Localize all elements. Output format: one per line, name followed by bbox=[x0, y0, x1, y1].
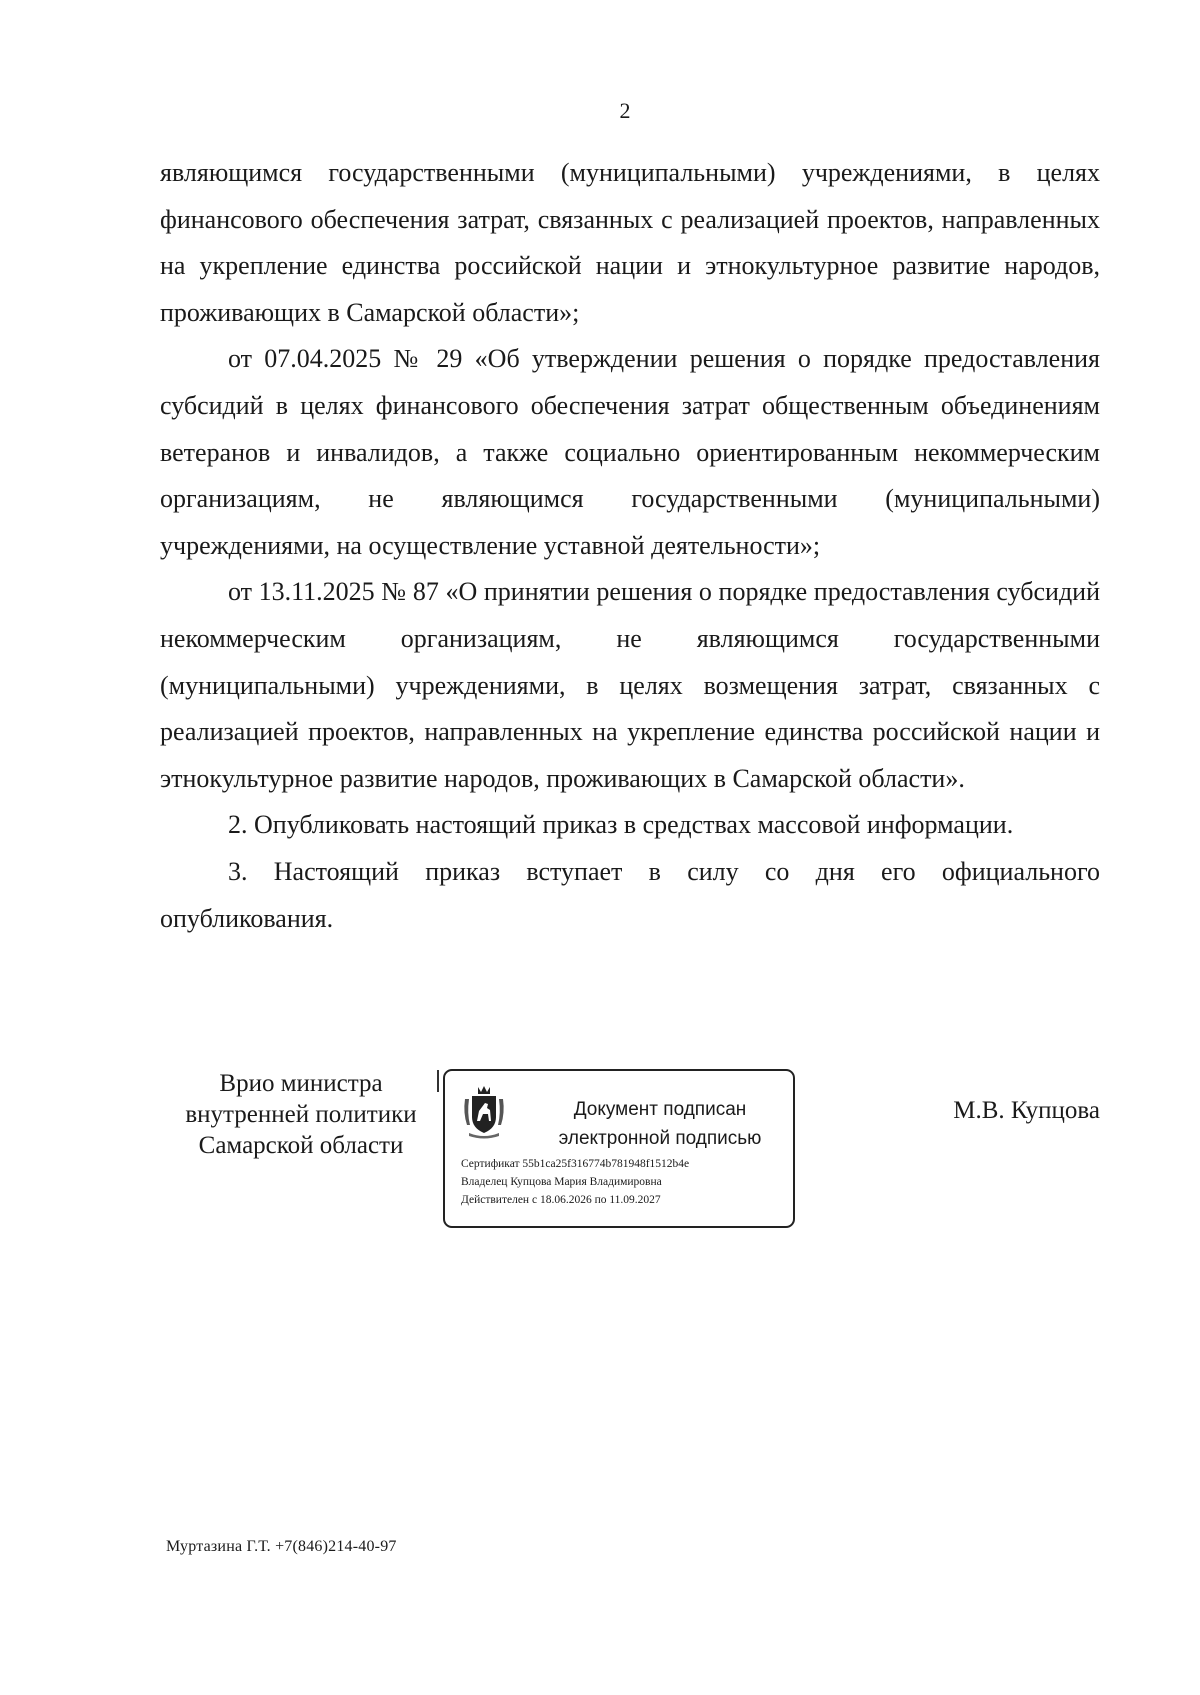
samara-coat-of-arms-icon bbox=[461, 1083, 507, 1139]
executor-contact: Муртазина Г.Т. +7(846)214-40-97 bbox=[166, 1538, 397, 1555]
stamp-header-line: электронной подписью bbox=[558, 1128, 762, 1149]
paragraph-order-87: от 13.11.2025 № 87 «О принятии решения о порядке предоставления субсидий некоммерческим организациям, не являющимся государственными (муниципальными) учреждениями, в целях возмещения затрат, связанных с реализацией проектов, направленных на укрепление единства российской нации и этнокультурное развитие народов, проживающих в Самарской области». bbox=[160, 577, 1100, 793]
stamp-header-line: Документ подписан bbox=[573, 1099, 747, 1120]
paragraph-continuation: являющимся государственными (муниципальными) учреждениями, в целях финансового обеспечения затрат, связанных с реализацией проектов, направленных на укрепление единства российской нации и этнокультурное развитие народов, проживающих в Самарской области»; bbox=[160, 158, 1100, 327]
stamp-validity: Действителен с 18.06.2026 по 11.09.2027 bbox=[461, 1194, 661, 1206]
stamp-header bbox=[535, 1095, 785, 1153]
signer-title bbox=[170, 1068, 432, 1161]
signer-title-line: внутренней политики bbox=[185, 1101, 417, 1128]
stamp-details bbox=[461, 1155, 791, 1209]
electronic-signature-stamp bbox=[443, 1069, 795, 1228]
paragraph-item-3: 3. Настоящий приказ вступает в силу со дня его официального опубликования. bbox=[160, 856, 1100, 933]
stamp-certificate: Сертификат 55b1ca25f316774b781948f1512b4e bbox=[461, 1158, 690, 1170]
page-number: 2 bbox=[619, 98, 631, 123]
signer-title-line: Врио министра bbox=[219, 1070, 383, 1097]
document-body bbox=[160, 150, 1100, 942]
paragraph-item-2: 2. Опубликовать настоящий приказ в средствах массовой информации. bbox=[228, 810, 1014, 840]
stamp-margin-mark bbox=[437, 1070, 439, 1092]
stamp-owner: Владелец Купцова Мария Владимировна bbox=[461, 1176, 662, 1188]
signer-title-line: Самарской области bbox=[198, 1132, 404, 1159]
signer-name: М.В. Купцова bbox=[953, 1097, 1100, 1124]
paragraph-order-29: от 07.04.2025 № 29 «Об утверждении решения о порядке предоставления субсидий в целях финансового обеспечения затрат общественным объединениям ветеранов и инвалидов, а также социально ориентированным некоммерческим организациям, не являющимся государственными (муниципальными) учреждениями, на осуществление уставной деятельности»; bbox=[160, 344, 1100, 560]
